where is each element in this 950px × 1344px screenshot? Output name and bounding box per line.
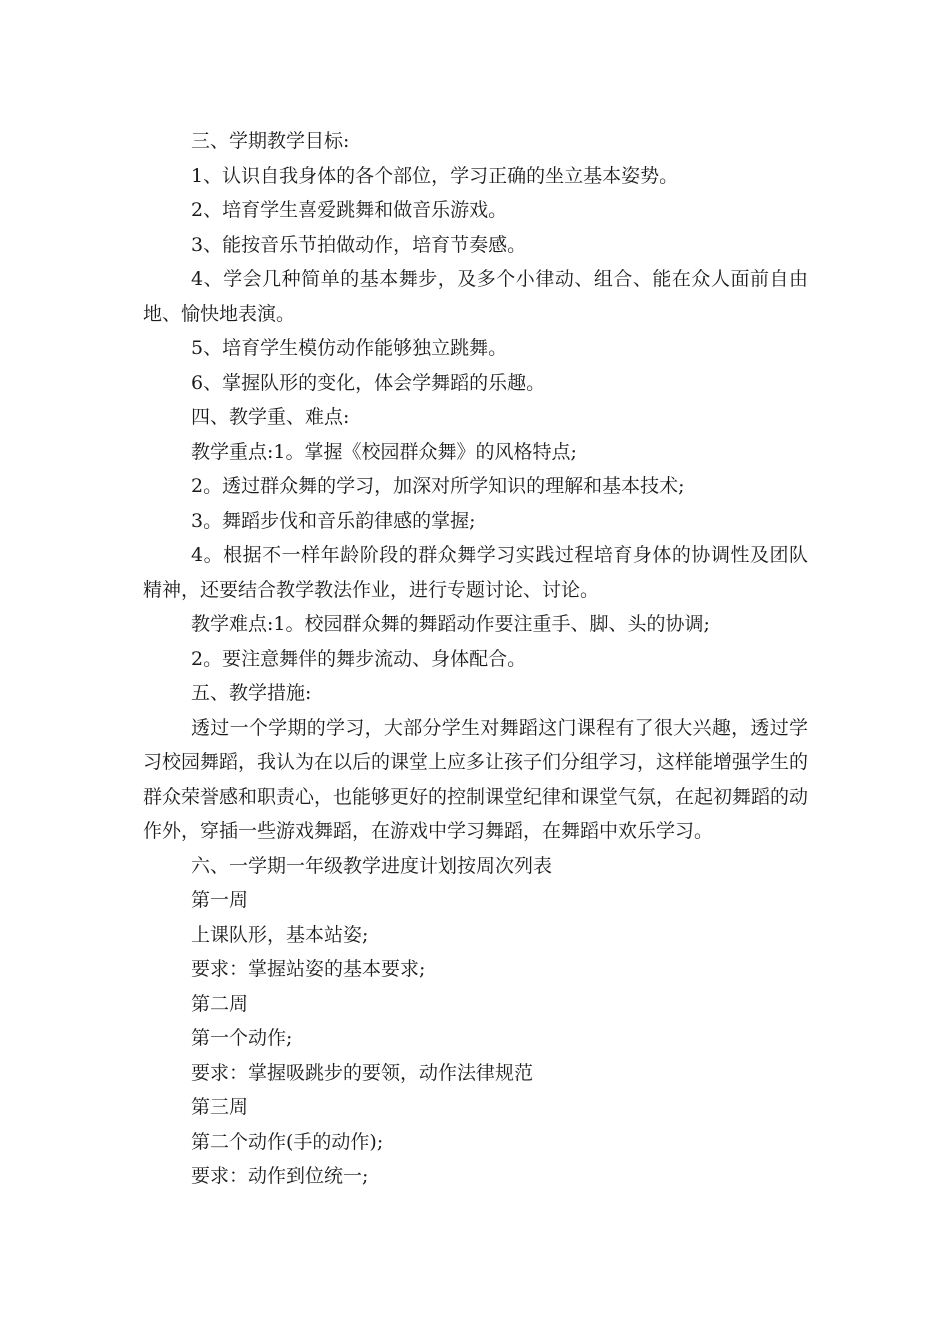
week-content: 第一个动作; xyxy=(191,1027,293,1049)
week-requirement: 要求：动作到位统一; xyxy=(191,1165,369,1187)
measures-paragraph: 透过一个学期的学习，大部分学生对舞蹈这门课程有了很大兴趣，透过学习校园舞蹈，我认为在以后的课堂上应多让孩子们分组学习，这样能增强学生的群众荣誉感和职责心，也能够更好的控制课堂纪律和课堂气氛，在起初舞蹈的动作外，穿插一些游戏舞蹈，在游戏中学习舞蹈，在舞蹈中欢乐学习。 xyxy=(143,716,809,842)
week-label: 第二周 xyxy=(191,992,249,1015)
goal-item: 4、学会几种简单的基本舞步，及多个小律动、组合、能在众人面前自由地、愉快地表演。 xyxy=(143,268,808,325)
goal-item: 5、培育学生模仿动作能够独立跳舞。 xyxy=(191,337,508,359)
key-point-item: 3。舞蹈步伐和音乐韵律感的掌握; xyxy=(191,509,476,532)
section-heading-measures: 五、教学措施: xyxy=(191,682,312,704)
difficulty-item: 2。要注意舞伴的舞步流动、身体配合。 xyxy=(191,647,527,670)
section-heading-goals: 三、学期教学目标: xyxy=(191,130,350,152)
week-label: 第三周 xyxy=(191,1096,249,1118)
goal-item: 3、能按音乐节拍做动作，培育节奏感。 xyxy=(191,233,527,256)
difficulty-item: 教学难点:1。校园群众舞的舞蹈动作要注重手、脚、头的协调; xyxy=(191,613,710,635)
week-content: 第二个动作(手的动作); xyxy=(191,1130,384,1153)
section-heading-key-points: 四、教学重、难点: xyxy=(191,406,350,428)
week-requirement: 要求：掌握吸跳步的要领，动作法律规范 xyxy=(191,1061,534,1084)
key-point-item: 4。根据不一样年龄阶段的群众舞学习实践过程培育身体的协调性及团队精神，还要结合教学教法作业，进行专题讨论、讨论。 xyxy=(143,544,808,601)
goal-item: 6、掌握队形的变化，体会学舞蹈的乐趣。 xyxy=(191,371,546,394)
week-requirement: 要求：掌握站姿的基本要求; xyxy=(191,958,426,980)
goal-item: 1、认识自我身体的各个部位，学习正确的坐立基本姿势。 xyxy=(191,164,679,187)
key-point-item: 2。透过群众舞的学习，加深对所学知识的理解和基本技术; xyxy=(191,475,685,497)
week-label: 第一周 xyxy=(191,889,249,911)
section-heading-schedule: 六、一学期一年级教学进度计划按周次列表 xyxy=(191,854,553,877)
key-point-item: 教学重点:1。掌握《校园群众舞》的风格特点; xyxy=(191,440,577,463)
document-body xyxy=(143,124,808,1194)
week-content: 上课队形，基本站姿; xyxy=(191,923,369,946)
goal-item: 2、培育学生喜爱跳舞和做音乐游戏。 xyxy=(191,199,508,221)
